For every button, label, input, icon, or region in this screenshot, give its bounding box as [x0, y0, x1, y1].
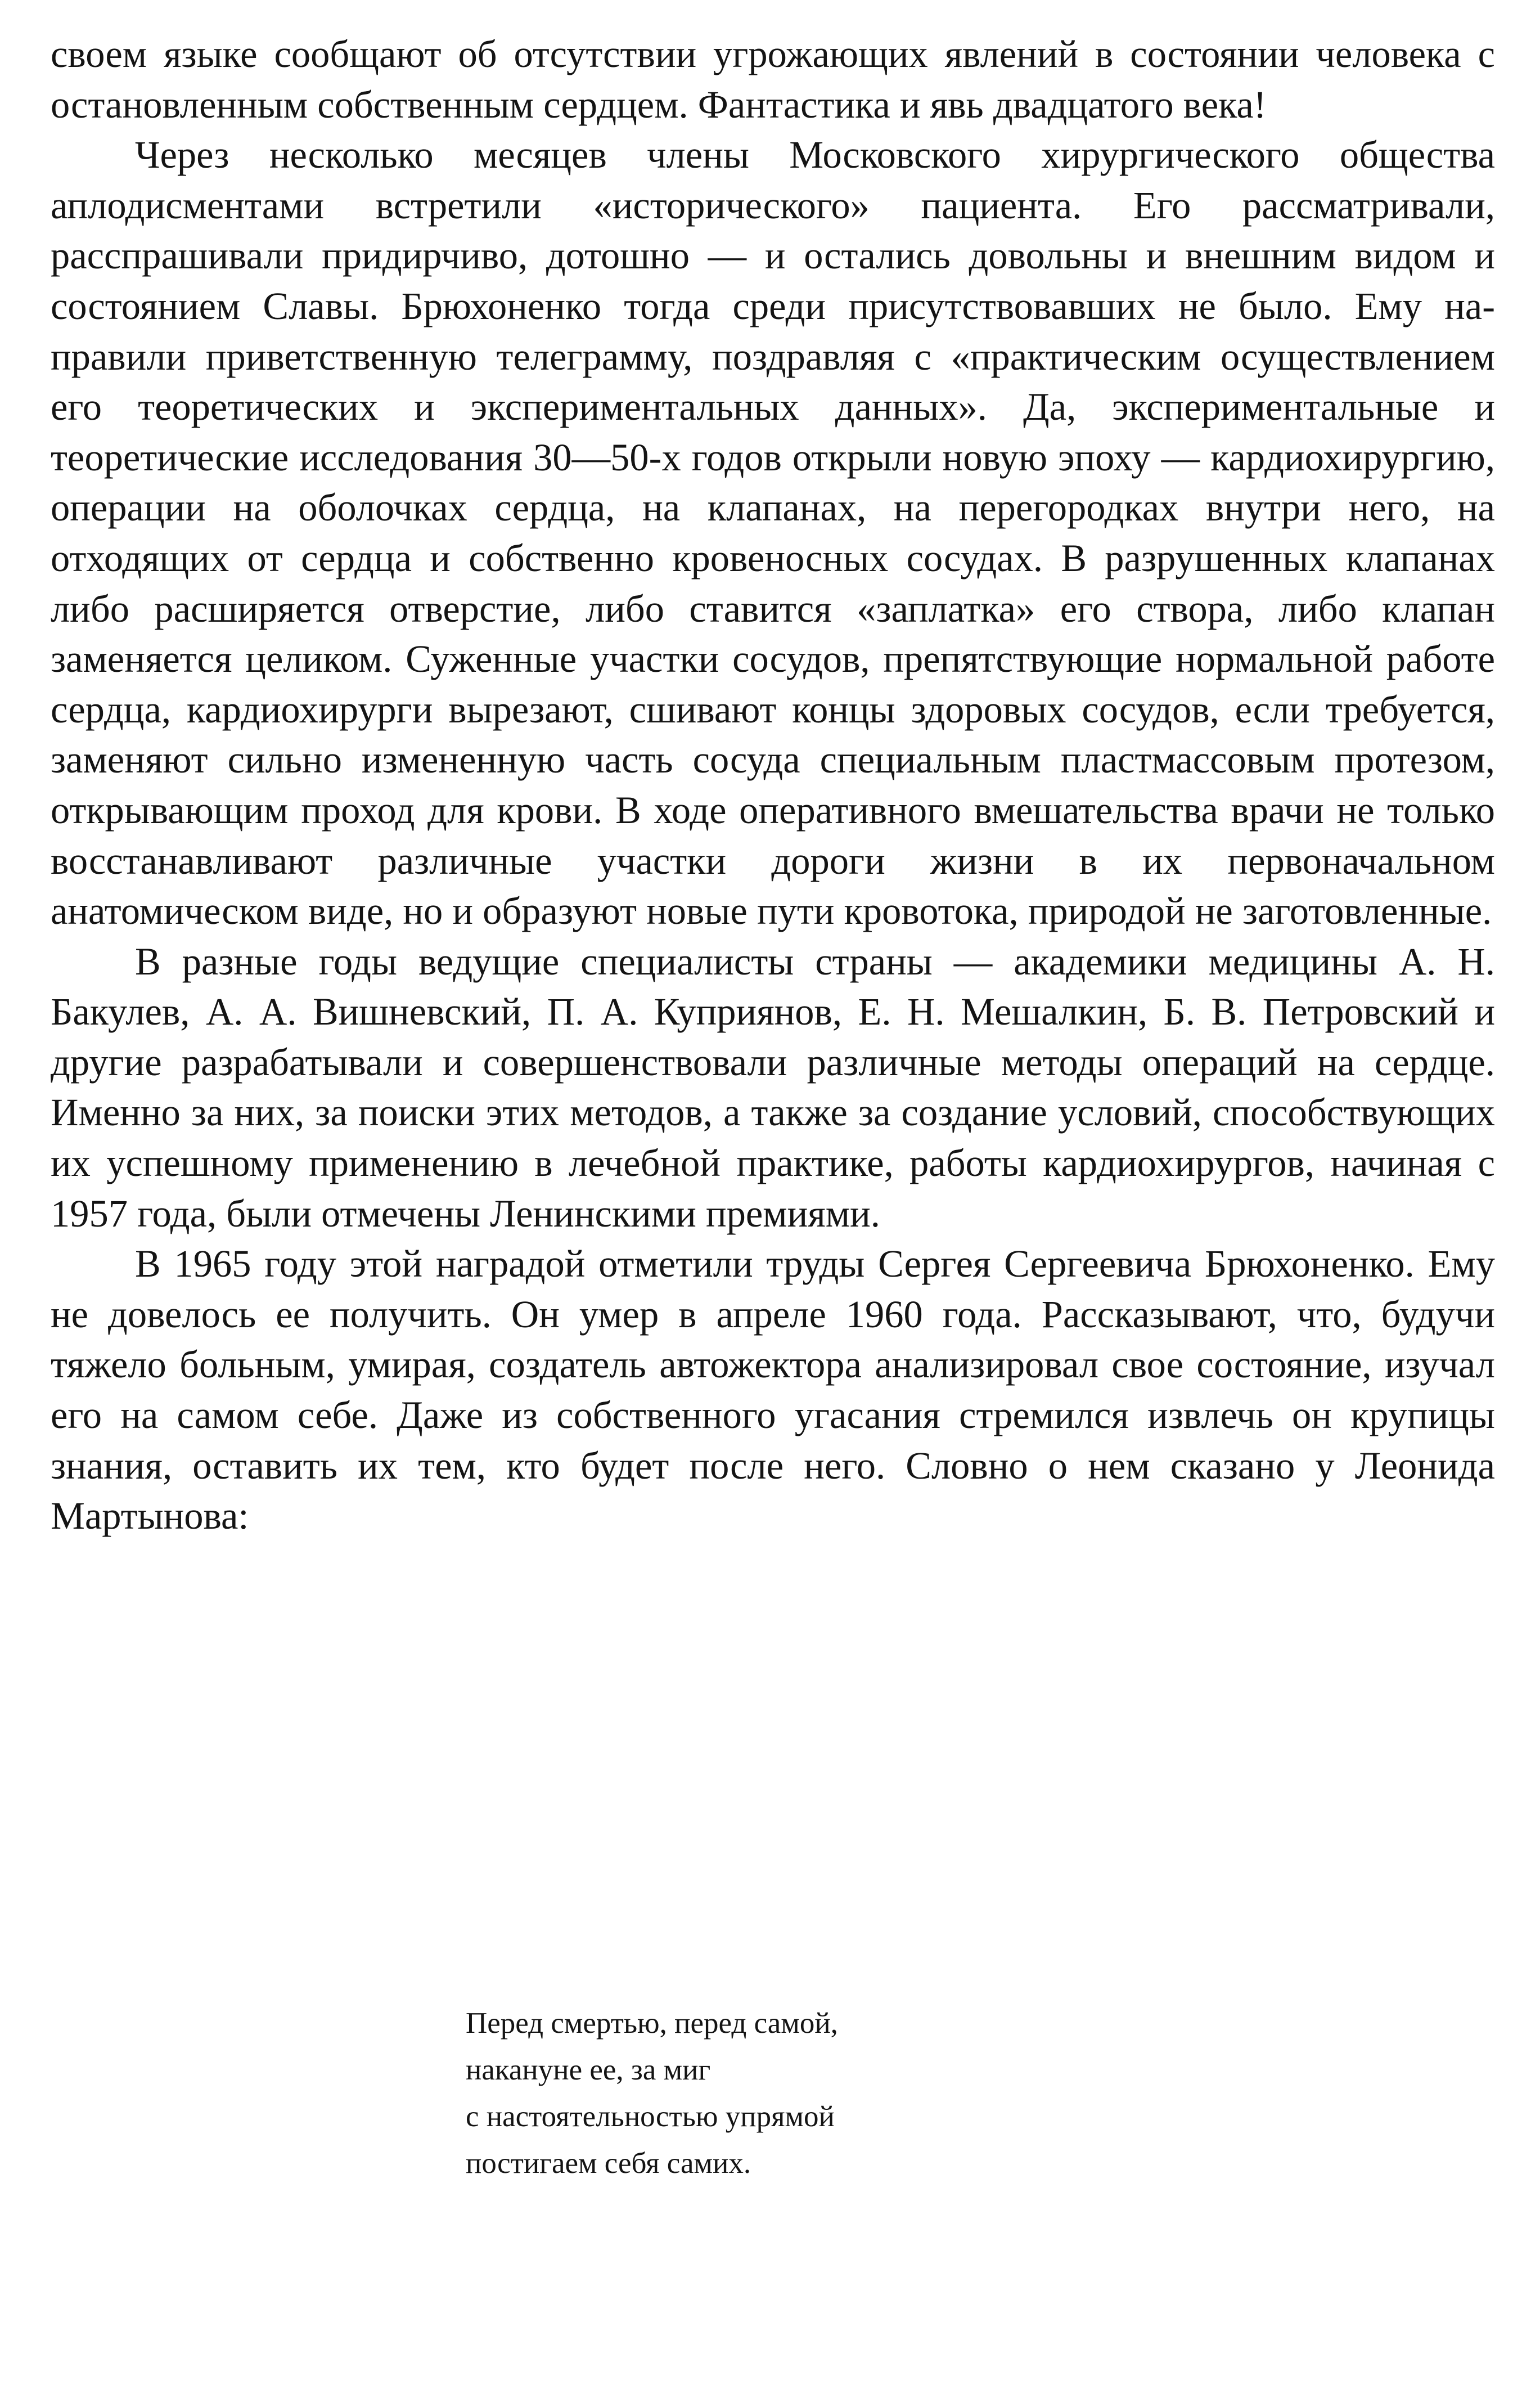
paragraph-surgical-society: Через несколько месяцев члены Московского хирургического общества аплодисментами встретили «исторического» пациента. Его рассматривали, расспрашивали придирчиво, дотошно — и остались довольны и внешним видом и состоянием Славы. Брюхоненко тогда среди присутствовавших не было. Ему направили приветственную телеграмму, поздравляя с «практическим осуществлением его теоретических и экспериментальных данных». Да, экспериментальные и теоретические исследования 30—50-х годов открыли новую эпоху — кардиохирургию, операции на оболочках сердца, на клапанах, на перегородках внутри него, на отходящих от сердца и собственно кровеносных сосудах. В разрушенных клапанах либо расширяется отверстие, либо ставится «заплатка» его створа, либо клапан заменяется целиком. Суженные участки сосудов, препятствующие нормальной работе сердца, кардиохирурги вырезают, сшивают концы здоровых сосудов, если требуется, заменяют сильно измененную часть сосуда специальным пластмассовым протезом, открывающим проход для крови. В ходе оперативного вмешательства врачи не только восстанавливают различные участки дороги жизни в их первоначальном анатомическом виде, но и образуют новые пути кровотока, природой не заготовленные. — [51, 133, 1495, 933]
verse-line: с настоятельностью упрямой — [466, 2100, 835, 2133]
paragraph-lenin-prize: В 1965 году этой наградой отметили труды Сергея Сергеевича Брюхоненко. Ему не довелось ее получить. Он умер в апреле 1960 года. Рассказывают, что, будучи тяжело больным, умирая, создатель автожектора анализировал свое состояние, изучал его на самом себе. Даже из собственного угасания стремился извлечь он крупицы знания, оставить их тем, кто будет после него. Словно о нем сказано у Леонида Мартынова: — [51, 1242, 1495, 1538]
verse-line: постигаем себя самих. — [466, 2147, 751, 2180]
paragraph-specialists: В разные годы ведущие специалисты страны — академики медицины А. Н. Бакулев, А. А. Вишневский, П. А. Куприянов, Е. Н. Мешалкин, Б. В. Петровский и другие разрабатывали и совершенствовали различные методы операций на сердце. Именно за них, за поиски этих методов, а также за создание условий, способствующих их успешному применению в лечебной практике, работы кардиохирургов, начиная с 1957 года, были отмечены Ленинскими премиями. — [51, 940, 1495, 1235]
verse-line: Перед смертью, перед самой, — [466, 2007, 838, 2040]
body-text — [51, 29, 1495, 1542]
paragraph-continued: своем языке сообщают об отсутствии угрожающих явлений в состоянии человека с остановленным собственным сердцем. Фантастика и явь двадцатого века! — [51, 33, 1495, 126]
verse-quote — [466, 2000, 838, 2187]
verse-line: накануне ее, за миг — [466, 2054, 711, 2086]
